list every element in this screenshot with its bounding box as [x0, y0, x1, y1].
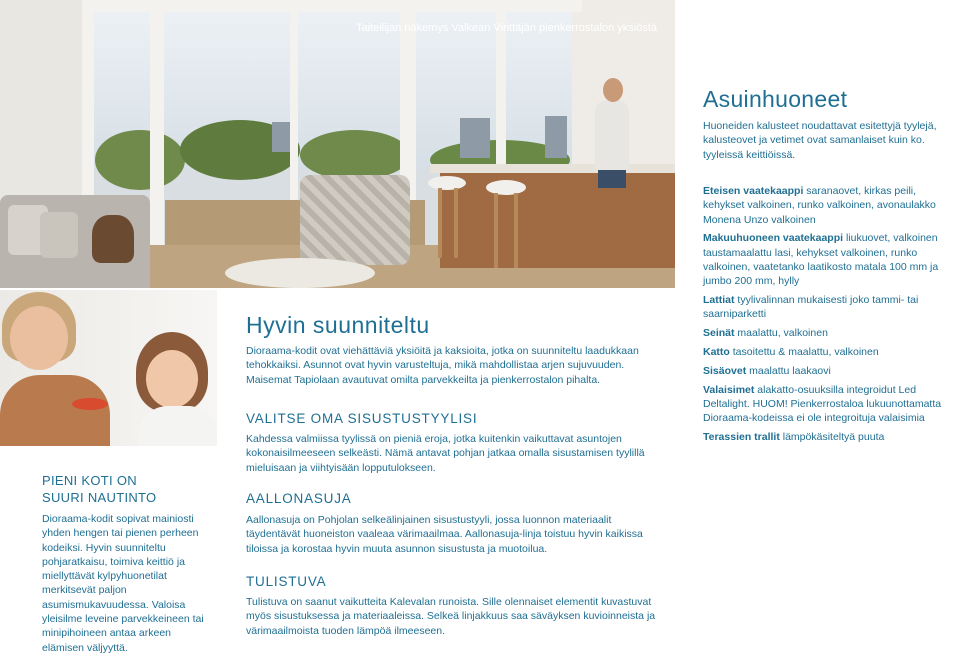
girl [138, 406, 217, 446]
spec-label: Katto [703, 345, 730, 358]
spec-text: saranaovet, kirkas peili, kehykset valkoinen, runko valkoinen, avonaulakko Monena Unzo valkoinen [703, 185, 936, 226]
left-body-text: Dioraama-kodit sopivat mainiosti yhden hengen tai pienen perheen kodeiksi. Hyvin suunniteltu pohjaratkaisu, toimiva keittiö ja miellyttävät kylpyhuonetilat merkitsevät paljon asumismukavuudessa. Valoisa yleisilme leveine parvekkeineen tai minipihoineen antaa arkeen elämisen väljyyttä. [42, 513, 204, 654]
spec-label: Valaisimet [703, 383, 755, 396]
building [545, 116, 567, 158]
person [595, 100, 629, 170]
countertop [430, 164, 675, 173]
left-heading-line: SUURI NAUTINTO [42, 490, 157, 505]
spec-text: lämpökäsiteltyä puuta [779, 430, 885, 443]
spec-item [703, 326, 955, 340]
food [72, 398, 108, 410]
window-frame [150, 0, 164, 250]
spec-label: Makuuhuoneen vaatekaappi [703, 232, 844, 245]
woman [0, 375, 110, 446]
style-heading: VALITSE OMA SISUSTUSTYYLISI [246, 411, 478, 426]
spec-text: tasoitettu & maalattu, valkoinen [729, 345, 879, 358]
stool-leg [438, 188, 442, 258]
building [460, 118, 490, 158]
left-heading [42, 472, 212, 506]
spec-item [703, 345, 955, 359]
armchair [300, 175, 410, 265]
stool-leg [514, 193, 518, 268]
spec-item [703, 231, 955, 288]
bar-stool [486, 180, 526, 195]
section-title: Hyvin suunniteltu [246, 312, 430, 338]
bar-stool [428, 176, 466, 190]
intro-paragraph: Dioraama-kodit ovat viehättäviä yksiöitä ja kaksioita, jotka on suunniteltu laadukkaan tehokkaiksi. Asunnot ovat hyvin varusteltuja, mikä mahdollistaa arjen sujuvuuden. Maisemat Tapiolaan avautuvat omilta parvekkeilta ja pienkerrostalon pihalta. [246, 345, 639, 386]
coffee-table [225, 258, 375, 288]
family-photo [0, 290, 217, 446]
pillow [40, 212, 78, 258]
tree [95, 130, 185, 190]
woman [10, 306, 68, 370]
stool-leg [454, 188, 458, 258]
spec-text: alakatto-osuuksilla integroidut Led Deltalight. HUOM! Pienkerrostaloa lukuunottamatta Dioraama-kodeissa ei ole integroituja valaisimia [703, 383, 942, 425]
dog [92, 215, 134, 263]
person [598, 168, 626, 188]
spec-text: liukuovet, valkoinen taustamaalattu lasi, kehykset valkoinen, runko valkoinen, vaatetanko laatikosto matala 100 mm ja jumbo 200 mm, hylly [703, 232, 939, 288]
rooms-intro: Huoneiden kalusteet noudattavat esitettyjä tyylejä, kalusteovet ja vetimet ovat samanlaiset kuin ko. tyyleissä keittiöissä. [703, 120, 937, 161]
spec-list [703, 184, 955, 449]
spec-item [703, 293, 955, 322]
spec-text: maalattu laakaovi [746, 364, 831, 377]
spec-item [703, 364, 955, 378]
girl [146, 350, 198, 408]
spec-label: Sisäovet [703, 364, 747, 377]
kitchen-counter [440, 168, 675, 268]
spec-text: tyylivalinnan mukaisesti joko tammi- tai saarniparketti [703, 294, 919, 321]
stool-leg [494, 193, 498, 268]
tulistuva-heading: TULISTUVA [246, 574, 327, 589]
photo-caption: Taiteilijan näkemys Valkean Virittäjän pienkerrostalon yksiöstä [356, 22, 658, 34]
spec-text: maalattu, valkoinen [734, 327, 828, 340]
spec-label: Eteisen vaatekaappi [703, 185, 804, 197]
aallonasuja-heading: AALLONASUJA [246, 491, 352, 506]
rooms-title: Asuinhuoneet [703, 86, 848, 112]
spec-item [703, 184, 955, 227]
window-frame [82, 0, 582, 12]
tree [300, 130, 410, 180]
spec-label: Seinät [703, 327, 735, 340]
hero-photo [0, 0, 675, 288]
spec-item [703, 383, 955, 426]
person [603, 78, 623, 102]
spec-label: Terassien trallit [703, 430, 780, 443]
aallonasuja-paragraph: Aallonasuja on Pohjolan selkeälinjainen sisustustyyli, jossa luonnon materiaalit täydentävät huoneiston vaaleaa värimaailmaa. Aallonasuja-linja toistuu hyvin kaikissa tiloissa ja korostaa hyvin muuta asunnon sisustusta ja muotoilua. [246, 514, 643, 555]
style-paragraph: Kahdessa valmiissa tyylissä on pieniä eroja, jotka kuitenkin vaikuttavat asuntojen kokonaisilmeeseen selkeästi. Nämä antavat pohjan jatkaa omalla sisustamisen tyylillä mieluisaan ja viihtyisään lopputulokseen. [246, 433, 645, 474]
left-heading-line: PIENI KOTI ON [42, 473, 137, 488]
spec-item [703, 430, 955, 444]
spec-label: Lattiat [703, 294, 735, 307]
tulistuva-paragraph: Tulistuva on saanut vaikutteita Kalevalan runoista. Sille olennaiset elementit kuvastuvat myös sisustuksessa ja materiaaleissa. Selkeä linjakkuus saa säväyksen kuvioinneista ja värimaailmoista tuoden lämpöä ilmeeseen. [246, 596, 656, 637]
